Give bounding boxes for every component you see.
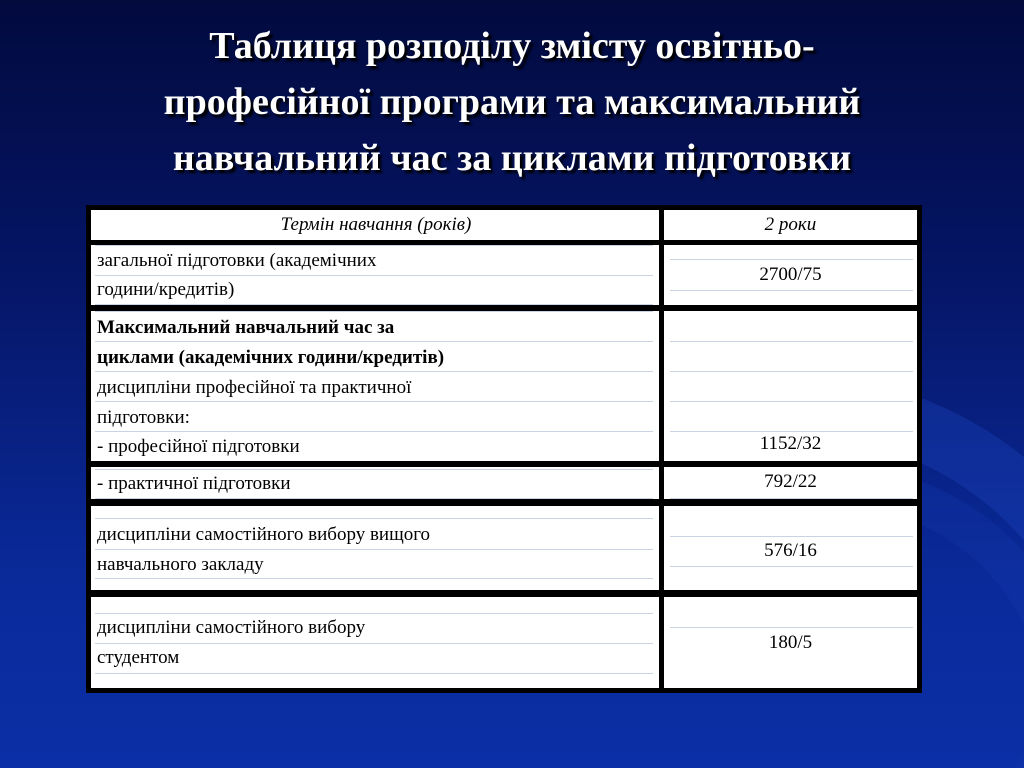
row-general-label-line-2: години/кредитів)	[97, 279, 235, 300]
row-max-time-label-line-3: - професійної підготовки	[97, 436, 300, 457]
title-line-1: Таблиця розподілу змісту освітньо-	[209, 25, 815, 67]
row-student-choice-label-line-1: дисципліни самостійного вибору	[97, 617, 366, 638]
row-practical-value-cell	[664, 467, 917, 499]
header-label: Термін навчання (років)	[280, 214, 472, 235]
header-label-cell	[91, 210, 659, 240]
header-value: 2 роки	[764, 214, 817, 235]
title-line-3: навчальний час за циклами підготовки	[172, 137, 852, 179]
row-general-label-cell	[91, 245, 659, 305]
row-general-value: 2700/75	[759, 264, 822, 285]
row-university-choice-value: 576/16	[764, 540, 817, 561]
slide-title	[40, 18, 984, 186]
row-university-choice-value-cell	[664, 506, 917, 590]
row-max-time-label-cell	[91, 311, 659, 461]
row-max-time-label-line-2: підготовки:	[97, 407, 190, 428]
distribution-table	[86, 205, 922, 693]
row-practical-label: - практичної підготовки	[97, 473, 291, 494]
row-practical-label-cell	[91, 467, 659, 499]
row-practical-value: 792/22	[764, 471, 817, 492]
row-university-choice-label-line-1: дисципліни самостійного вибору вищого	[97, 524, 431, 545]
title-line-2: професійної програми та максимальний	[163, 81, 861, 123]
row-max-time-value: 1152/32	[759, 433, 822, 454]
row-student-choice-label-line-2: студентом	[97, 647, 180, 668]
row-max-time-label-line-1: дисципліни професійної та практичної	[97, 377, 412, 398]
row-student-choice-label-cell	[91, 597, 659, 688]
row-general-value-cell	[664, 245, 917, 305]
row-student-choice-value: 180/5	[768, 632, 813, 653]
row-student-choice-value-cell	[664, 597, 917, 688]
row-general-label-line-1: загальної підготовки (академічних	[97, 250, 377, 271]
row-university-choice-label-line-2: навчального закладу	[97, 554, 264, 575]
row-university-choice-label-cell	[91, 506, 659, 590]
row-max-time-heading-line-1: Максимальний навчальний час за	[97, 317, 395, 338]
row-max-time-heading-line-2: циклами (академічних години/кредитів)	[97, 347, 445, 368]
row-max-time-value-cell	[664, 311, 917, 461]
header-value-cell	[664, 210, 917, 240]
